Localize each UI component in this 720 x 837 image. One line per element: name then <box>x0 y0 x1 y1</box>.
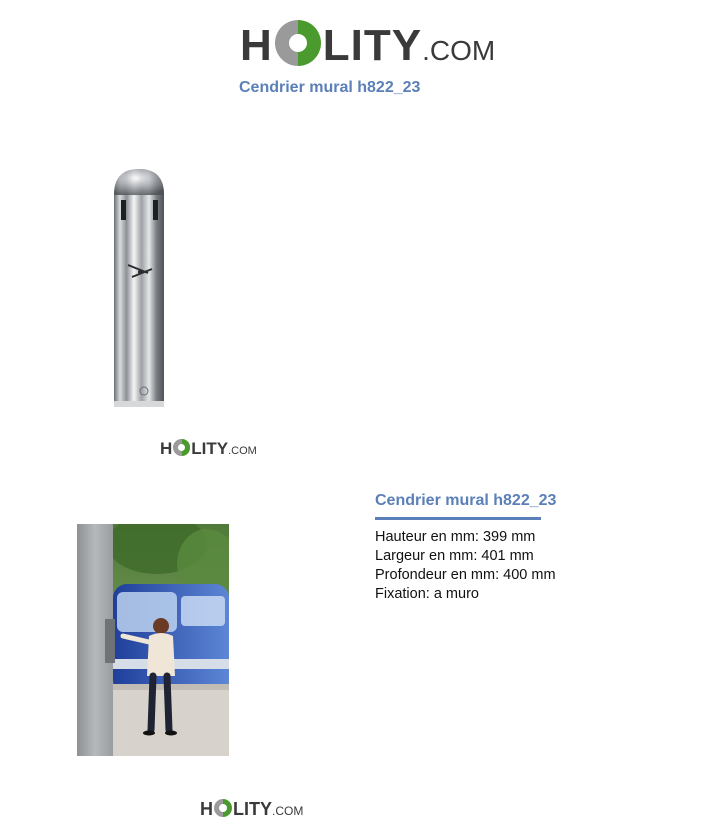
logo-o-mark-icon <box>275 20 321 66</box>
logo-text-left: H <box>160 439 173 458</box>
spec-depth: Profondeur en mm: 400 mm <box>375 567 556 583</box>
street-scene-photo-icon <box>77 524 229 756</box>
logo-text-right: LITY <box>233 799 272 819</box>
spec-height: Hauteur en mm: 399 mm <box>375 529 536 545</box>
spec-width: Largeur en mm: 401 mm <box>375 548 534 564</box>
logo-text-right: LITY <box>191 439 229 458</box>
logo-suffix: .COM <box>422 35 496 66</box>
logo-o-mark-icon <box>214 799 232 817</box>
page-title: Cendrier mural h822_23 <box>239 79 421 96</box>
product-photo <box>108 165 170 410</box>
logo-text-left: H <box>240 21 273 70</box>
logo-suffix: .COM <box>272 804 304 818</box>
scene-photo <box>77 524 229 756</box>
product-logo <box>160 437 257 459</box>
spec-title: Cendrier mural h822_23 <box>375 492 557 509</box>
spec-mounting: Fixation: a muro <box>375 586 479 602</box>
logo-suffix: .COM <box>228 445 257 457</box>
spec-list <box>375 528 556 604</box>
wall-ashtray-photo-icon <box>108 165 170 410</box>
scene-logo <box>200 797 303 820</box>
logo-text-left: H <box>200 799 213 819</box>
spec-title-underline <box>375 517 541 520</box>
logo-text-right: LITY <box>322 21 423 70</box>
header-logo[interactable] <box>240 14 495 71</box>
logo-o-mark-icon <box>173 439 190 456</box>
